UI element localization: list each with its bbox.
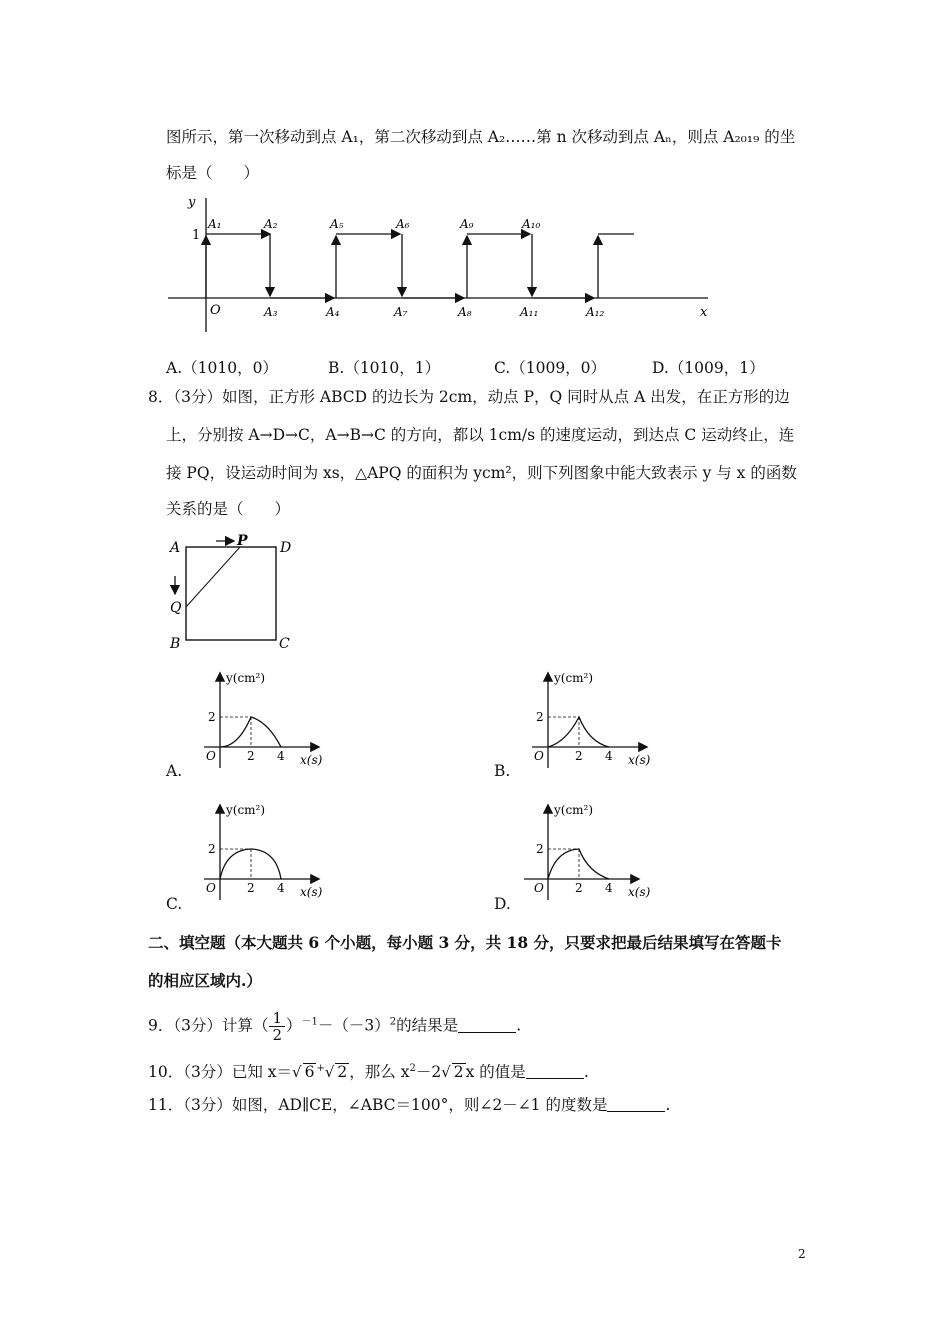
section2-title-line1: 二、填空题（本大题共 6 个小题，每小题 3 分，共 18 分，只要求把最后结果填写在答题卡 (148, 933, 782, 952)
origin: O (534, 881, 544, 895)
vertex-b: B (170, 636, 181, 652)
y-tick: 2 (536, 710, 544, 724)
graph-label-d: D. (494, 895, 511, 913)
q11-answer-blank[interactable] (607, 1097, 665, 1112)
q9-close: ） (286, 1016, 302, 1035)
q9-suffix: 的结果是 (396, 1016, 459, 1035)
q10-root3: 2 (453, 1063, 464, 1081)
x-tick-2: 2 (247, 881, 255, 895)
curve (220, 849, 281, 879)
label-A11: A₁₁ (520, 305, 539, 319)
point-q: Q (170, 600, 182, 616)
square-outline (186, 547, 276, 640)
x-tick-4: 4 (605, 749, 613, 763)
q11-end: . (665, 1096, 671, 1114)
q8-line3: 接 PQ，设运动时间为 xs，△APQ 的面积为 ycm²，则下列图象中能大致表示 y 与 x 的函数 (166, 464, 797, 482)
q9-frac-den: 2 (272, 1026, 283, 1044)
q7-option-c: C.（1009，0） (494, 359, 607, 377)
q10-mid2: －2 (415, 1063, 442, 1081)
y-label: y(cm²) (226, 671, 266, 685)
curve (548, 849, 609, 879)
graph-a (196, 670, 336, 775)
q8-line1: 8．（3分）如图，正方形 ABCD 的边长为 2cm，动点 P，Q 同时从点 A 出发，在正方形的边 (148, 388, 790, 406)
graph-label-c: C. (166, 895, 183, 913)
graph-label-b: B. (494, 762, 511, 780)
point-p: P (237, 533, 248, 549)
q7-option-d: D.（1009，1） (652, 359, 765, 377)
x-tick-2: 2 (575, 881, 583, 895)
q10-answer-blank[interactable] (526, 1064, 584, 1079)
q10-suffix: x 的值是 (465, 1063, 526, 1081)
x-tick-4: 4 (605, 881, 613, 895)
q7-option-a: A.（1010，0） (166, 359, 278, 377)
q10-exp: 2 (409, 1063, 416, 1074)
x-tick-4: 4 (277, 749, 285, 763)
label-A8: A₈ (458, 305, 472, 319)
q9-exp2: 2 (389, 1016, 397, 1028)
q7-stem-line1: 图所示，第一次移动到点 A₁，第二次移动到点 A₂……第 n 次移动到点 Aₙ，则点 A₂₀₁₉ 的坐 (166, 128, 796, 146)
x-tick-2: 2 (575, 749, 583, 763)
q10-root2: 2 (337, 1063, 348, 1081)
label-A1: A₁ (208, 217, 222, 231)
q9-exp1: －1 (301, 1016, 318, 1028)
origin: O (206, 881, 216, 895)
y-label: y(cm²) (554, 803, 594, 817)
x-tick-4: 4 (277, 881, 285, 895)
square-abcd-figure (166, 532, 306, 652)
origin: O (206, 749, 216, 763)
graph-label-a: A. (166, 762, 183, 780)
q7-stem-line2: 标是（ ） (166, 164, 260, 182)
q9-rest: －（－3） (317, 1016, 390, 1035)
y-tick: 2 (208, 710, 216, 724)
q7-step-figure (160, 192, 720, 332)
label-A4: A₄ (326, 305, 340, 319)
q9-line (148, 1010, 521, 1043)
label-A6: A₆ (396, 217, 410, 231)
origin-label: O (210, 303, 221, 318)
curve (548, 717, 609, 747)
q10-prefix: 10．（3分）已知 x＝ (148, 1063, 293, 1081)
q9-fraction (269, 1010, 285, 1043)
label-A10: A₁₀ (522, 217, 541, 231)
y-label: y(cm²) (554, 671, 594, 685)
vertex-d: D (280, 540, 292, 556)
x-label: x(s) (628, 885, 651, 899)
page-number: 2 (798, 1247, 806, 1261)
graph-d (516, 802, 656, 907)
graph-c (196, 802, 336, 907)
vertex-a: A (170, 540, 181, 556)
y-axis-label: y (188, 195, 196, 210)
radical-icon: √ (324, 1063, 335, 1081)
y-tick: 2 (208, 842, 216, 856)
q8-line2: 上，分别按 A→D→C，A→B→C 的方向，都以 1cm/s 的速度运动，到达点 C 运动终止，连 (166, 426, 795, 444)
q9-prefix: 9．（3分）计算（ (148, 1016, 269, 1035)
q8-line4: 关系的是（ ） (166, 500, 291, 518)
vertex-c: C (279, 636, 290, 652)
tick-1-label: 1 (192, 228, 201, 243)
q9-answer-blank[interactable] (458, 1018, 516, 1033)
label-A3: A₃ (264, 305, 278, 319)
q10-plus: + (316, 1063, 325, 1074)
q11-text: 11．（3分）如图，AD∥CE，∠ABC＝100°，则∠2－∠1 的度数是 (148, 1096, 608, 1114)
radical-icon: √ (441, 1063, 451, 1081)
segment-pq (186, 547, 240, 607)
q10-line (148, 1058, 589, 1083)
q10-mid: ，那么 x (349, 1063, 410, 1081)
origin: O (534, 749, 544, 763)
label-A2: A₂ (264, 217, 278, 231)
q10-end: . (583, 1063, 589, 1081)
y-label: y(cm²) (226, 803, 266, 817)
curve (220, 717, 281, 747)
radical-icon: √ (292, 1063, 302, 1081)
label-A9: A₉ (460, 217, 474, 231)
x-label: x(s) (300, 753, 323, 767)
x-label: x(s) (628, 753, 651, 767)
section2-title-line2: 的相应区域内.） (148, 971, 262, 990)
label-A5: A₅ (330, 217, 344, 231)
q7-option-b: B.（1010，1） (328, 359, 441, 377)
x-axis-label: x (700, 305, 708, 320)
q9-frac-num: 1 (269, 1010, 285, 1027)
label-A12: A₁₂ (586, 305, 605, 319)
x-label: x(s) (300, 885, 323, 899)
q9-end: . (516, 1016, 522, 1035)
label-A7: A₇ (394, 305, 408, 319)
x-tick-2: 2 (247, 749, 255, 763)
y-tick: 2 (536, 842, 544, 856)
graph-b (524, 670, 664, 775)
q10-root1: 6 (304, 1063, 315, 1081)
q11-line (148, 1094, 670, 1116)
